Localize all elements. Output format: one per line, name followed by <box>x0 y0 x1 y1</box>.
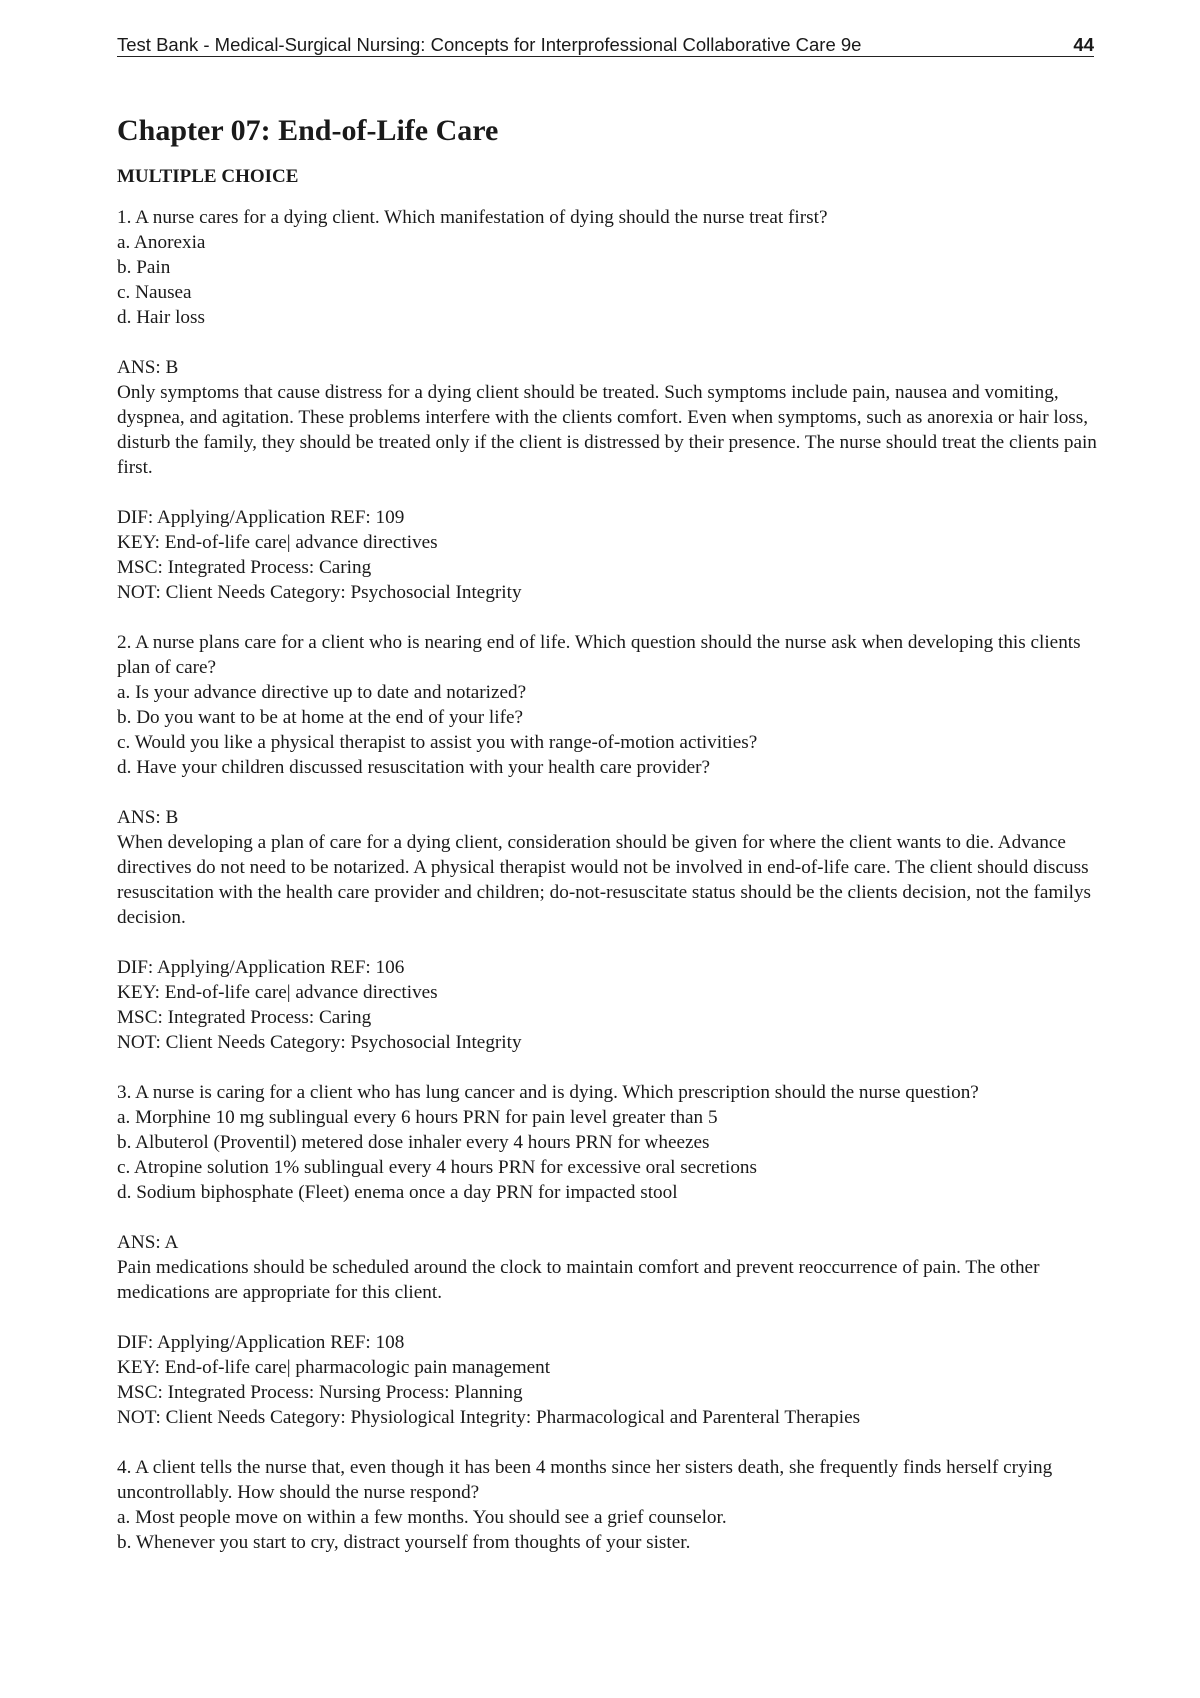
difficulty-ref: DIF: Applying/Application REF: 106 <box>117 957 405 978</box>
msc-category: MSC: Integrated Process: Caring <box>117 557 372 578</box>
option-b: b. Pain <box>117 257 171 278</box>
question-body <box>117 205 1102 330</box>
question-body <box>117 630 1102 780</box>
running-header <box>117 34 1094 57</box>
option-a: a. Morphine 10 mg sublingual every 6 hours PRN for pain level greater than 5 <box>117 1107 718 1128</box>
page-number: 44 <box>1073 34 1094 55</box>
question-body <box>117 1455 1102 1555</box>
section-heading: MULTIPLE CHOICE <box>117 166 299 187</box>
metadata-block <box>117 1330 1102 1430</box>
msc-category: MSC: Integrated Process: Caring <box>117 1007 372 1028</box>
answer-label: ANS: B <box>117 807 179 828</box>
question-body <box>117 1080 1102 1205</box>
question-4 <box>117 1455 1102 1555</box>
rationale: Only symptoms that cause distress for a dying client should be treated. Such symptoms include pain, nausea and vomiting, dyspnea, and agitation. These problems interfere with the clients comfort. Even when symptoms, such as anorexia or hair loss, disturb the family, they should be treated only if the client is distressed by their presence. The nurse should treat the clients pain first. <box>117 382 1097 478</box>
not-category: NOT: Client Needs Category: Psychosocial Integrity <box>117 1032 522 1053</box>
option-c: c. Nausea <box>117 282 192 303</box>
difficulty-ref: DIF: Applying/Application REF: 109 <box>117 507 405 528</box>
option-b: b. Albuterol (Proventil) metered dose inhaler every 4 hours PRN for wheezes <box>117 1132 710 1153</box>
not-category: NOT: Client Needs Category: Psychosocial Integrity <box>117 582 522 603</box>
rationale: Pain medications should be scheduled around the clock to maintain comfort and prevent reoccurrence of pain. The other medications are appropriate for this client. <box>117 1257 1040 1303</box>
question-stem: 1. A nurse cares for a dying client. Which manifestation of dying should the nurse treat first? <box>117 207 828 228</box>
msc-category: MSC: Integrated Process: Nursing Process: Planning <box>117 1382 523 1403</box>
keywords: KEY: End-of-life care| advance directives <box>117 982 438 1003</box>
answer-block <box>117 1230 1102 1305</box>
difficulty-ref: DIF: Applying/Application REF: 108 <box>117 1332 405 1353</box>
option-d: d. Sodium biphosphate (Fleet) enema once a day PRN for impacted stool <box>117 1182 678 1203</box>
not-category: NOT: Client Needs Category: Physiological Integrity: Pharmacological and Parenteral Therapies <box>117 1407 861 1428</box>
page-content <box>117 112 1102 1580</box>
question-stem: 2. A nurse plans care for a client who is nearing end of life. Which question should the nurse ask when developing this clients plan of care? <box>117 632 1081 678</box>
answer-label: ANS: B <box>117 357 179 378</box>
metadata-block <box>117 955 1102 1055</box>
keywords: KEY: End-of-life care| advance directives <box>117 532 438 553</box>
option-c: c. Would you like a physical therapist to assist you with range-of-motion activities? <box>117 732 758 753</box>
question-stem: 4. A client tells the nurse that, even though it has been 4 months since her sisters death, she frequently finds herself crying uncontrollably. How should the nurse respond? <box>117 1457 1053 1503</box>
option-a: a. Is your advance directive up to date and notarized? <box>117 682 527 703</box>
question-1 <box>117 205 1102 605</box>
answer-block <box>117 805 1102 930</box>
answer-label: ANS: A <box>117 1232 179 1253</box>
rationale: When developing a plan of care for a dying client, consideration should be given for where the client wants to die. Advance directives do not need to be notarized. A physical therapist would not be involved in end-of-life care. The client should discuss resuscitation with the health care provider and children; do-not-resuscitate status should be the clients decision, not the familys decision. <box>117 832 1092 928</box>
option-a: a. Anorexia <box>117 232 206 253</box>
chapter-title: Chapter 07: End-of-Life Care <box>117 114 499 147</box>
option-a: a. Most people move on within a few months. You should see a grief counselor. <box>117 1507 727 1528</box>
option-d: d. Hair loss <box>117 307 205 328</box>
answer-block <box>117 355 1102 480</box>
option-b: b. Whenever you start to cry, distract yourself from thoughts of your sister. <box>117 1532 691 1553</box>
question-2 <box>117 630 1102 1055</box>
question-stem: 3. A nurse is caring for a client who has lung cancer and is dying. Which prescription should the nurse question? <box>117 1082 979 1103</box>
metadata-block <box>117 505 1102 605</box>
option-b: b. Do you want to be at home at the end of your life? <box>117 707 524 728</box>
option-c: c. Atropine solution 1% sublingual every 4 hours PRN for excessive oral secretions <box>117 1157 757 1178</box>
keywords: KEY: End-of-life care| pharmacologic pain management <box>117 1357 551 1378</box>
option-d: d. Have your children discussed resuscitation with your health care provider? <box>117 757 711 778</box>
question-3 <box>117 1080 1102 1430</box>
header-title: Test Bank - Medical-Surgical Nursing: Concepts for Interprofessional Collaborative Care 9e <box>117 34 862 55</box>
